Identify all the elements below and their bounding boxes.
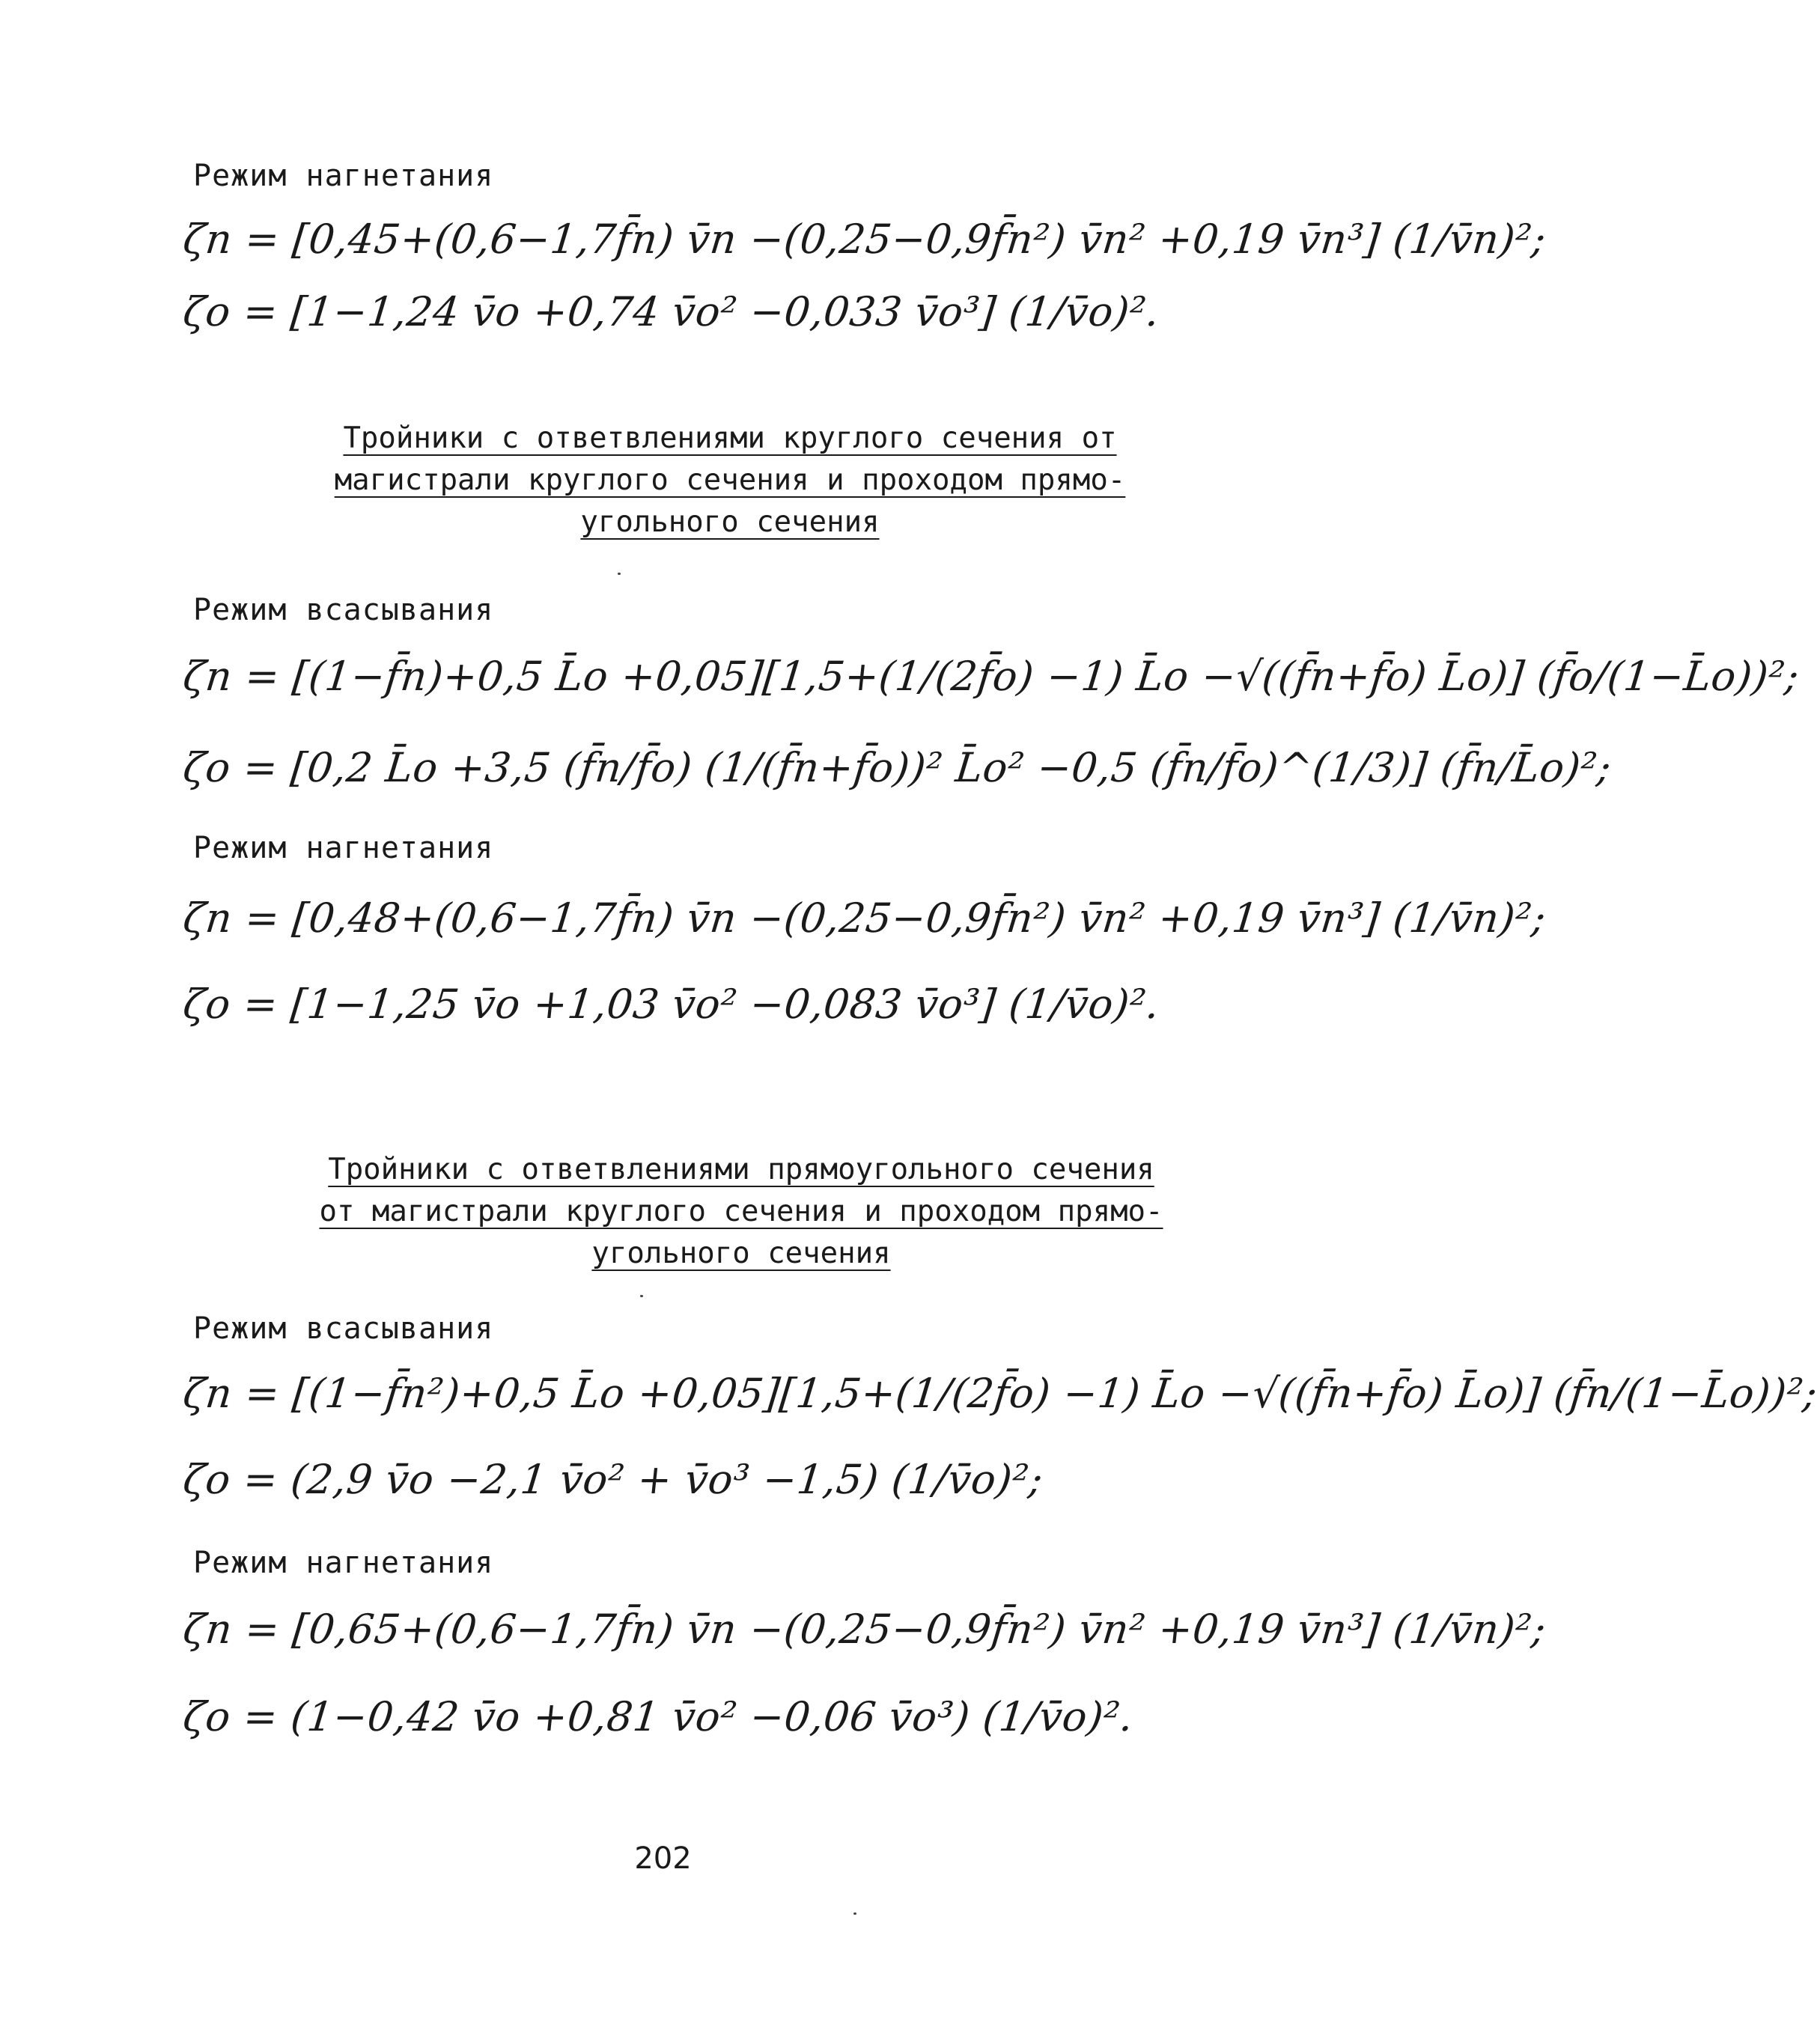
heading-line: Тройники с ответвлениями круглого сечения от [343,421,1117,455]
formula-zeta-o-4: ζо = (2,9 v̄о −2,1 v̄о² + v̄о³ −1,5) (1/v̄о)²; [180,1456,1046,1503]
formula-zeta-p-2: ζп = [(1−f̄п)+0,5 L̄о +0,05][1,5+(1/(2f̄о) −1) L̄о −√((f̄п+f̄о) L̄о)] (f̄о/(1−L̄о))²; [180,653,1802,700]
mode-label-suction-1: Режим всасывания [193,593,494,627]
formula-zeta-o-2: ζо = [0,2 L̄о +3,5 (f̄п/f̄о) (1/(f̄п+f̄о))² L̄о² −0,5 (f̄п/f̄о)^(1/3)] (f̄п/L̄о)²; [180,744,1614,791]
mode-label-injection-3: Режим нагнетания [193,1546,494,1580]
heading-line: угольного сечения [580,505,880,539]
section-heading-rectangular-branches [314,1149,1168,1275]
scan-speck [640,1295,643,1297]
formula-zeta-p-3: ζп = [0,48+(0,6−1,7f̄п) v̄п −(0,25−0,9f̄п²) v̄п² +0,19 v̄п³] (1/v̄п)²; [180,894,1549,942]
heading-line: угольного сечения [591,1237,891,1270]
mode-label-injection-2: Режим нагнетания [193,831,494,865]
heading-line: магистрали круглого сечения и проходом прямо- [334,463,1126,497]
heading-line: от магистрали круглого сечения и проходом прямо- [319,1195,1163,1228]
formula-zeta-p-1: ζп = [0,45+(0,6−1,7f̄п) v̄п −(0,25−0,9f̄п²) v̄п² +0,19 v̄п³] (1/v̄п)²; [180,216,1549,263]
formula-zeta-o-3: ζо = [1−1,25 v̄о +1,03 v̄о² −0,083 v̄о³] (1/v̄о)². [180,981,1162,1028]
scan-speck [618,573,621,575]
formula-zeta-p-5: ζп = [0,65+(0,6−1,7f̄п) v̄п −(0,25−0,9f̄п²) v̄п² +0,19 v̄п³] (1/v̄п)²; [180,1606,1549,1653]
page-number: 202 [634,1841,692,1876]
section-heading-round-branches [333,418,1127,543]
formula-zeta-o-5: ζо = (1−0,42 v̄о +0,81 v̄о² −0,06 v̄о³) (1/v̄о)². [180,1693,1136,1740]
heading-line: Тройники с ответвлениями прямоугольного сечения [328,1153,1154,1186]
mode-label-suction-2: Режим всасывания [193,1311,494,1346]
scan-speck [853,1912,856,1915]
formula-zeta-p-4: ζп = [(1−f̄п²)+0,5 L̄о +0,05][1,5+(1/(2f̄о) −1) L̄о −√((f̄п+f̄о) L̄о)] (f̄п/(1−L̄о))²; [180,1370,1820,1417]
formula-zeta-o-1: ζо = [1−1,24 v̄о +0,74 v̄о² −0,033 v̄о³] (1/v̄о)². [180,288,1162,335]
mode-label-injection-1: Режим нагнетания [193,159,494,193]
